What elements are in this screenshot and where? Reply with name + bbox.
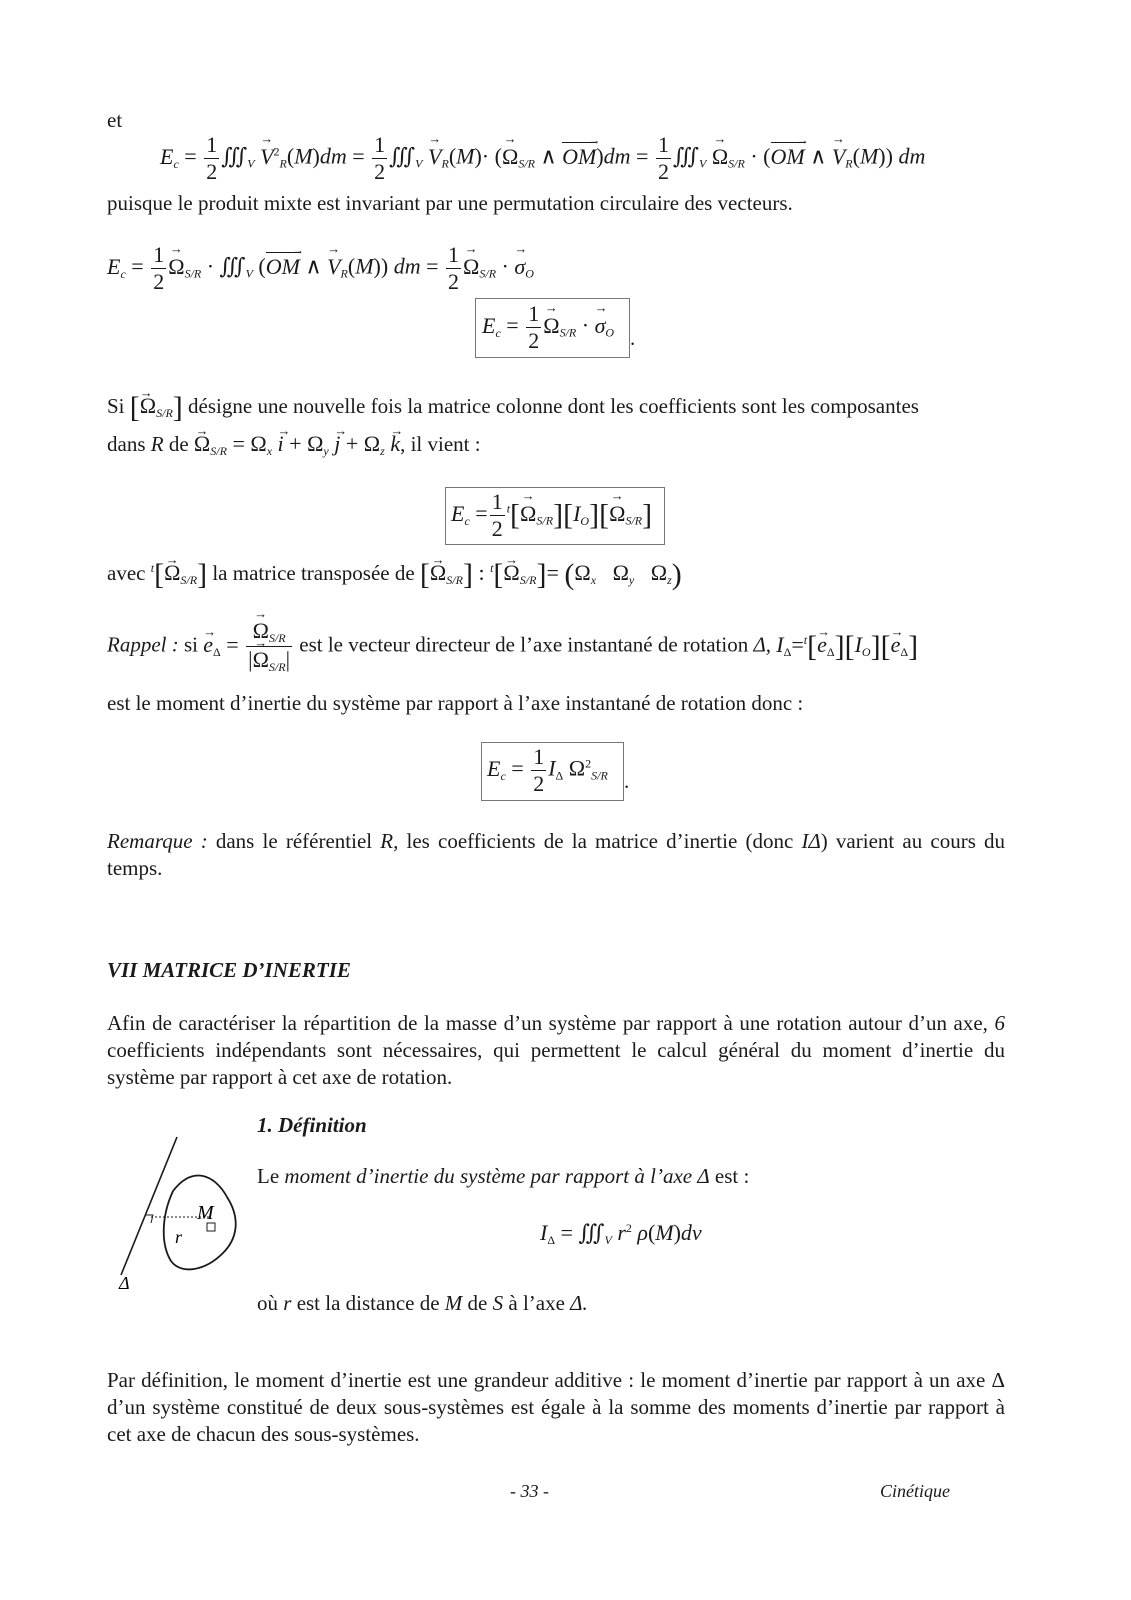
rappel-label: Rappel : bbox=[107, 632, 179, 657]
remarque-b: les coefficients de la matrice d’inertie (donc bbox=[406, 829, 794, 853]
paragraph-produit-mixte: puisque le produit mixte est invariant par une permutation circulaire des vecteurs. bbox=[107, 191, 793, 215]
def-post: est : bbox=[714, 1164, 750, 1188]
equation-ec-expansion: $E_c$ = $\frac{1}{2}$ $∭_V \to V^2_R(M)dm$ = $\frac{1}{2}$ $∭_V \to V_R(M)\cdot$ (→ $\Omega_{S/R}$ ∧ OM →)dm = $\frac{1}{2}$ $∭_V \to \Omega_{S/R} \cdot (OM$ → ∧ → $V_R(M)$) dm bbox=[160, 134, 925, 183]
boxed-result-ec-inertia: $E_c$ = $\frac{1}{2}$ $I_\Delta$ $\Omega^2_{S/R}$ bbox=[481, 742, 624, 801]
period: . bbox=[624, 769, 630, 793]
dans-text: dans bbox=[107, 432, 146, 456]
remarque-label: Remarque : bbox=[107, 829, 208, 853]
period: . bbox=[630, 326, 636, 350]
def-pre: Le bbox=[257, 1164, 280, 1188]
axis-delta-line bbox=[121, 1137, 177, 1275]
ou-2: est la distance de bbox=[296, 1291, 440, 1315]
avec-text: avec bbox=[107, 561, 146, 585]
ou-r: r bbox=[283, 1291, 292, 1315]
remarque-i: IΔ bbox=[801, 829, 821, 853]
paragraph-ou-r bbox=[257, 1290, 588, 1317]
def-italic: moment d’inertie du système par rapport à l’axe Δ bbox=[284, 1164, 710, 1188]
boxed-result-ec-matrix: $E_c$ = $\frac{1}{2}$ $^t[\to \Omega_{S/R}][I_O][\to \Omega_{S/R}]$ bbox=[445, 487, 665, 545]
inertia-axis-figure bbox=[105, 1135, 245, 1295]
paragraph-additivity: Par définition, le moment d’inertie est une grandeur additive : le moment d’inertie par rapport à un axe Δ d’un système constitué de deux sous-systèmes est égale à la somme des moments d’inertie par rapport à cet axe de chacun des sous-systèmes. bbox=[107, 1368, 1005, 1446]
page-number: - 33 - bbox=[510, 1481, 549, 1501]
equation-inertia-definition: $I_\Delta$ = $∭_V$ $r^2$ ρ(M)dv bbox=[540, 1220, 702, 1247]
ou-s: S bbox=[492, 1291, 504, 1315]
intro-b: coefficients indépendants sont nécessaires, qui permettent le calcul général du moment d’inertie du système par rapport à cet axe de rotation. bbox=[107, 1038, 1005, 1089]
paragraph-definition bbox=[257, 1163, 749, 1190]
paragraph-rappel: Rappel : si → $e_\Delta$ = → $\frac{\Omega_{S/R}}{|\to \Omega_{S/R}|}$ est le vecteur directeur de l’axe instantané de rotation Δ, $I_\Delta=^t[\to e_\Delta][I_O][\to e_\Delta]$ bbox=[107, 620, 1007, 673]
rappel-mid: est le vecteur directeur de l’axe instantané de rotation bbox=[299, 632, 749, 657]
paragraph-dans-r: dans R de → $\Omega_{S/R} = \Omega_x \to i + \Omega_y \to j + \Omega_z \to k$, il vient : bbox=[107, 430, 481, 465]
intro-six: 6 bbox=[994, 1011, 1006, 1035]
label-delta: Δ bbox=[119, 1273, 130, 1293]
mass-element bbox=[207, 1223, 215, 1231]
intro-a: Afin de caractériser la répartition de la masse d’un système par rapport à une rotation autour d’un axe, bbox=[107, 1011, 988, 1035]
paragraph-remarque bbox=[107, 828, 1005, 882]
equation-ec-sigma: $E_c$ = $\frac{1}{2}$ → $\Omega_{S/R}$ · $∭_V$ (OM → ∧ → $V_R(M)$) dm = $\frac{1}{2}$ → $\Omega_{S/R}$ · → $\sigma_O$ bbox=[107, 244, 534, 293]
ou-d: Δ. bbox=[570, 1291, 588, 1315]
rappel-delta: Δ, bbox=[753, 632, 772, 657]
transposee-text: la matrice transposée de bbox=[212, 561, 415, 585]
remarque-r: R, bbox=[380, 829, 399, 853]
remarque-a: dans le référentiel bbox=[215, 829, 373, 853]
de-text: de bbox=[168, 432, 189, 456]
il-vient: , il vient : bbox=[400, 432, 481, 456]
paragraph-moment-inertie-axe: est le moment d’inertie du système par rapport à l’axe instantané de rotation donc : bbox=[107, 691, 804, 715]
rappel-si: si bbox=[183, 632, 198, 657]
chapter-label: Cinétique bbox=[880, 1481, 950, 1501]
frame-r: R bbox=[150, 432, 164, 456]
text-et: et bbox=[107, 108, 123, 132]
right-angle-mark bbox=[145, 1215, 153, 1223]
ou-4: à l’axe bbox=[508, 1291, 565, 1315]
si-continued: désigne une nouvelle fois la matrice colonne dont les coefficients sont les composantes bbox=[188, 394, 919, 418]
paragraph-si-matrice: Si [→ $\Omega_{S/R}$] désigne une nouvelle fois la matrice colonne dont les coefficients sont les composantes bbox=[107, 392, 1005, 427]
paragraph-intro bbox=[107, 1010, 1005, 1091]
ou-3: de bbox=[467, 1291, 488, 1315]
si-text: Si bbox=[107, 394, 125, 418]
section-title: VII MATRICE D’INERTIE bbox=[107, 958, 351, 982]
paragraph-avec-transposee: avec $^t[\to \Omega_{S/R}]$ la matrice transposée de [→ $\Omega_{S/R}$] : $^t[\to \Omega_{S/R}]= (\Omega_x$ $\Omega_y$ $\Omega_z$) bbox=[107, 555, 682, 594]
ou-m: M bbox=[444, 1291, 463, 1315]
label-r: r bbox=[175, 1227, 183, 1247]
remarque-c: ) varient au cours du temps. bbox=[107, 829, 1006, 880]
subsection-title: 1. Définition bbox=[257, 1113, 367, 1137]
label-m: M bbox=[197, 1202, 214, 1224]
boxed-result-ec-sigma: $E_c$ = $\frac{1}{2}$ → $\Omega_{S/R}$ · → $\sigma_O$ bbox=[475, 298, 630, 358]
ou-1: où bbox=[257, 1291, 278, 1315]
